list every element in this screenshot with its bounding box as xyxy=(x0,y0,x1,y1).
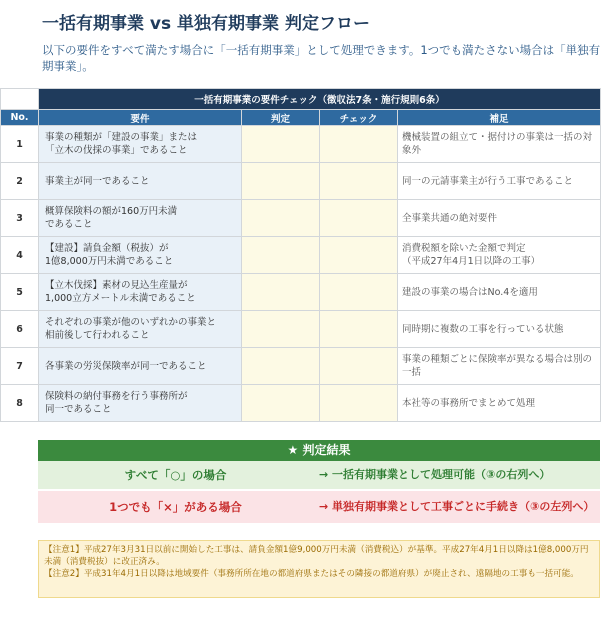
row-number: 5 xyxy=(1,274,39,311)
row-judgement-cell[interactable] xyxy=(242,126,320,163)
table-row xyxy=(1,163,601,200)
note-line: 機械装置の組立て・据付けの事業は一括の対 xyxy=(402,132,593,143)
row-check-cell[interactable] xyxy=(320,311,398,348)
row-check-cell[interactable] xyxy=(320,274,398,311)
requirement-line: 相前後して行われること xyxy=(45,330,150,341)
result-ng-condition: 1つでも「×」がある場合 xyxy=(109,500,242,514)
row-judgement-cell[interactable] xyxy=(242,385,320,422)
result-row-any-ng xyxy=(38,491,600,525)
requirement-line: 保険料の納付事務を行う事務所が xyxy=(45,391,188,402)
row-note xyxy=(398,237,601,274)
note-line: 消費税額を除いた金額で判定 xyxy=(402,243,526,254)
row-number: 4 xyxy=(1,237,39,274)
note-line: 本社等の事務所でまとめて処理 xyxy=(402,397,536,409)
page-title: 一括有期事業 vs 単独有期事業 判定フロー xyxy=(42,14,370,34)
row-judgement-cell[interactable] xyxy=(242,163,320,200)
banner-spacer xyxy=(1,89,39,110)
requirement-line: 各事業の労災保険率が同一であること xyxy=(45,360,207,372)
row-requirement xyxy=(39,237,242,274)
row-check-cell[interactable] xyxy=(320,200,398,237)
requirement-line: 事業の種類が「建設の事業」または xyxy=(45,132,198,143)
table-banner: 一括有期事業の要件チェック（徴収法7条・施行規則6条） xyxy=(39,89,601,110)
row-note xyxy=(398,163,601,200)
table-row xyxy=(1,126,601,163)
requirement-line: であること xyxy=(45,219,93,230)
result-ng-outcome: → 単独有期事業として工事ごとに手続き（③の左列へ） xyxy=(319,500,595,513)
requirement-line: それぞれの事業が他のいずれかの事業と xyxy=(45,317,217,328)
note-line: 同時期に複数の工事を行っている状態 xyxy=(402,323,564,335)
note-line: （平成27年4月1日以降の工事） xyxy=(402,256,541,267)
row-requirement xyxy=(39,163,242,200)
row-check-cell[interactable] xyxy=(320,163,398,200)
row-note xyxy=(398,126,601,163)
row-check-cell[interactable] xyxy=(320,348,398,385)
note-2: 【注意2】平成31年4月1日以降は地域要件（事務所所在地の都道府県またはその隣接の都道府県）が廃止され、遠隔地の工事も一括可能。 xyxy=(44,569,579,579)
row-judgement-cell[interactable] xyxy=(242,348,320,385)
row-judgement-cell[interactable] xyxy=(242,311,320,348)
row-number: 3 xyxy=(1,200,39,237)
requirement-line: 事業主が同一であること xyxy=(45,175,150,187)
row-requirement xyxy=(39,126,242,163)
row-judgement-cell[interactable] xyxy=(242,200,320,237)
note-line: 同一の元請事業主が行う工事であること xyxy=(402,175,574,187)
requirements-table xyxy=(0,88,601,422)
row-check-cell[interactable] xyxy=(320,237,398,274)
row-requirement xyxy=(39,311,242,348)
note-line: 全事業共通の絶対要件 xyxy=(402,212,498,224)
row-requirement xyxy=(39,348,242,385)
col-header-note: 補足 xyxy=(398,110,601,126)
row-number: 6 xyxy=(1,311,39,348)
result-ok-condition: すべて「○」の場合 xyxy=(124,468,227,482)
table-row xyxy=(1,348,601,385)
requirement-line: 1億8,000万円未満であること xyxy=(45,256,174,267)
note-line: 建設の事業の場合はNo.4を適用 xyxy=(402,286,538,298)
row-note xyxy=(398,274,601,311)
note-line: 象外 xyxy=(402,145,422,156)
row-number: 2 xyxy=(1,163,39,200)
result-row-all-ok xyxy=(38,461,600,491)
col-header-judgement: 判定 xyxy=(242,110,320,126)
requirement-line: 同一であること xyxy=(45,404,112,415)
row-check-cell[interactable] xyxy=(320,126,398,163)
table-row xyxy=(1,200,601,237)
note-1: 【注意1】平成27年3月31日以前に開始した工事は、請負金額1億9,000万円未満（消費税込）が基準。平成27年4月1日以降は1億8,000万円未満（消費税抜）に改正済み。 xyxy=(44,545,589,567)
table-row xyxy=(1,274,601,311)
row-number: 7 xyxy=(1,348,39,385)
row-requirement xyxy=(39,274,242,311)
table-row xyxy=(1,311,601,348)
row-note xyxy=(398,200,601,237)
row-number: 1 xyxy=(1,126,39,163)
row-number: 8 xyxy=(1,385,39,422)
notes-box xyxy=(38,540,600,598)
requirement-line: 1,000立方メートル未満であること xyxy=(45,293,196,304)
table-row xyxy=(1,237,601,274)
note-line: 事業の種類ごとに保険率が異なる場合は別の xyxy=(402,354,593,365)
row-requirement xyxy=(39,385,242,422)
result-ok-outcome: → 一括有期事業として処理可能（③の右列へ） xyxy=(319,468,551,481)
row-judgement-cell[interactable] xyxy=(242,237,320,274)
row-check-cell[interactable] xyxy=(320,385,398,422)
requirement-line: 【建設】請負金額（税抜）が xyxy=(45,243,169,254)
result-panel xyxy=(38,440,600,525)
col-header-requirement: 要件 xyxy=(39,110,242,126)
row-requirement xyxy=(39,200,242,237)
table-row xyxy=(1,385,601,422)
requirement-line: 【立木伐採】素材の見込生産量が xyxy=(45,280,188,291)
col-header-no: No. xyxy=(1,110,39,126)
requirement-line: 概算保険料の額が160万円未満 xyxy=(45,206,178,217)
row-note xyxy=(398,385,601,422)
col-header-check: チェック xyxy=(320,110,398,126)
row-note xyxy=(398,311,601,348)
result-heading: ★ 判定結果 xyxy=(38,440,600,461)
row-note xyxy=(398,348,601,385)
requirement-line: 「立木の伐採の事業」であること xyxy=(45,145,188,156)
lead-text: 以下の要件をすべて満たす場合に「一括有期事業」として処理できます。1つでも満たさない場合は「単独有期事業」。 xyxy=(42,43,601,73)
row-judgement-cell[interactable] xyxy=(242,274,320,311)
note-line: 一括 xyxy=(402,367,422,378)
